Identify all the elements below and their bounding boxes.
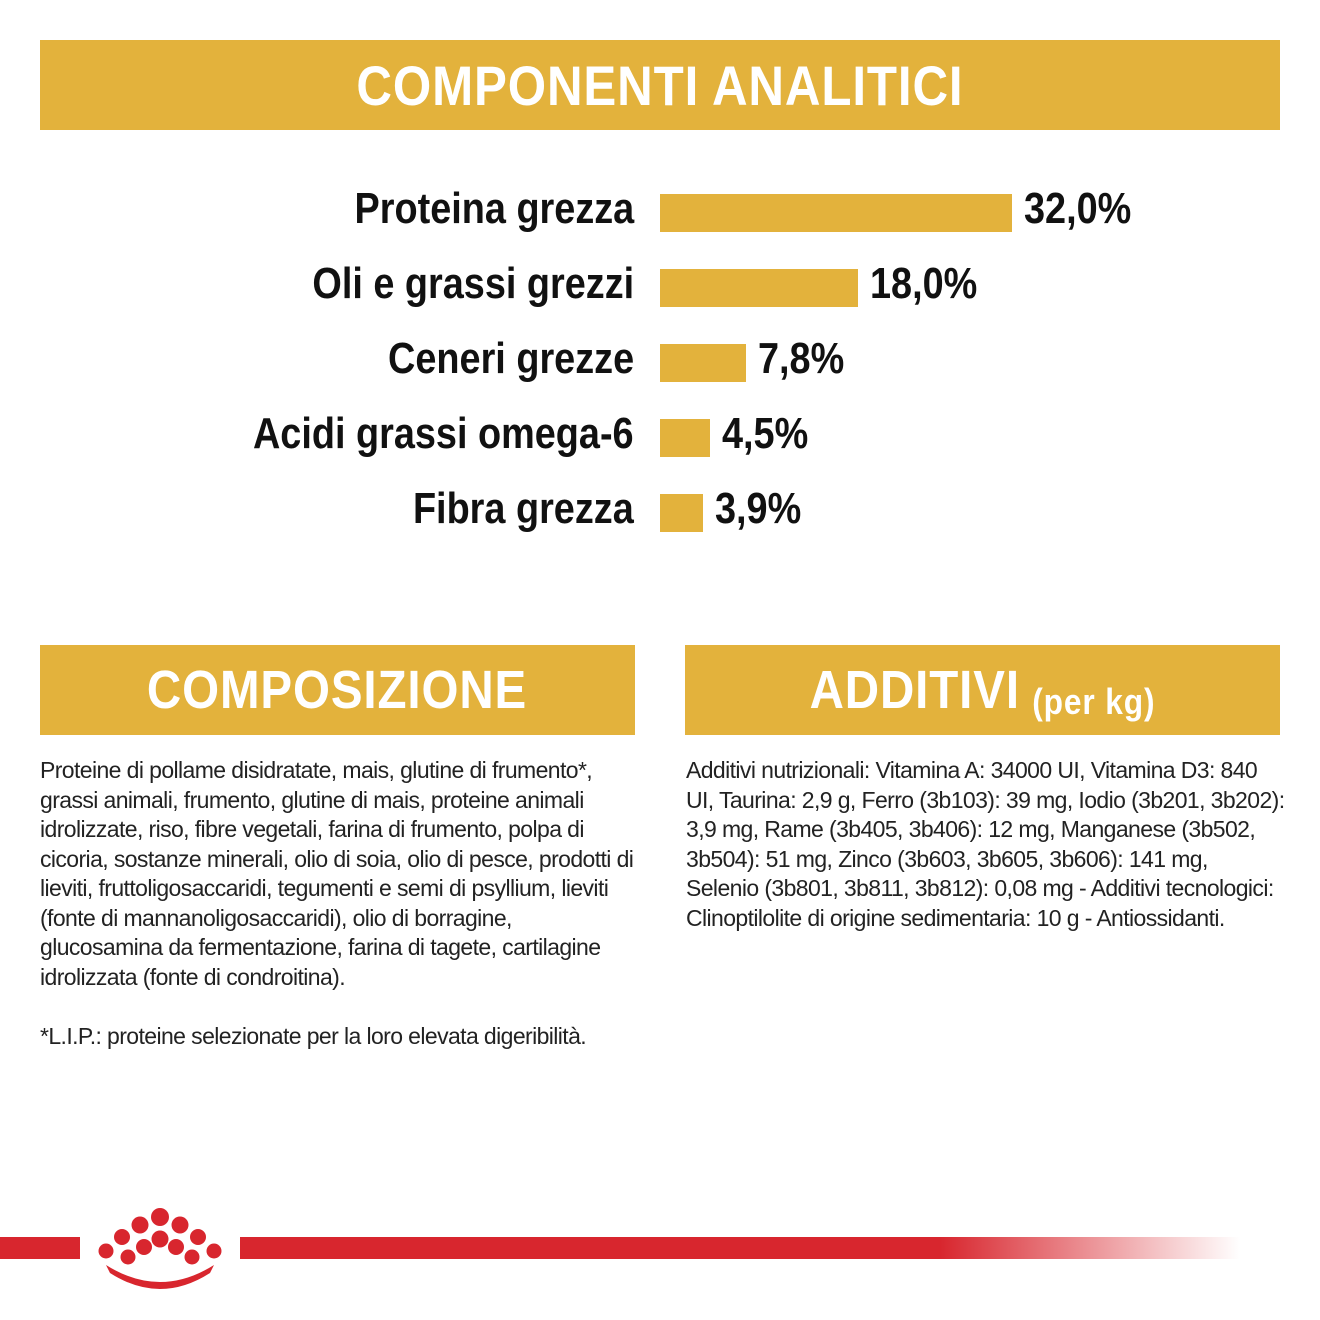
additivi-text: Additivi nutrizionali: Vitamina A: 34000 UI, Vitamina D3: 840 UI, Taurina: 2,9 g, Ferro (3b103): 39 mg, Iodio (3b201, 3b202): 3,9 mg, Rame (3b405, 3b406): 12 mg, Manganese (3b502, 3b504): 51 mg, Zinco (3b603, 3b605, 3b606): 141 mg, Selenio (3b801, 3b811, 3b812): 0,08 mg - Additivi tecnologici: Clinoptilolite di origine sedimentaria: 10 g - Antiossidanti. (686, 757, 1285, 931)
category-label: Fibra grezza (413, 484, 634, 533)
composizione-text: Proteine di pollame disidratate, mais, glutine di frumento*, grassi animali, frumento, glutine di mais, proteine animali idrolizzate, riso, fibre vegetali, farina di frumento, polpa di cicoria, sostanze minerali, olio di soia, olio di pesce, prodotti di lieviti, fruttoligosaccaridi, tegumenti e semi di psyllium, lieviti (fonte di mannanoligosaccaridi), olio di borragine, glucosamina da fermentazione, farina di tagete, cartilagine idrolizzata (fonte di condroitina). (40, 757, 634, 990)
footer-brand-strip (0, 1195, 1320, 1285)
bar (660, 419, 710, 457)
red-line-left (0, 1237, 80, 1259)
royal-canin-crown-icon (92, 1203, 228, 1291)
red-line-right (240, 1237, 1240, 1259)
header-additivi (685, 645, 1280, 735)
header-componenti-analitici (40, 40, 1280, 130)
header-additivi-main: ADDITIVI (809, 660, 1020, 720)
bar (660, 494, 703, 532)
bar (660, 269, 858, 307)
header-additivi-sub: (per kg) (1032, 681, 1156, 722)
analytical-components-chart (0, 170, 1320, 560)
category-label: Ceneri grezze (387, 334, 634, 383)
value-label: 4,5% (721, 409, 808, 458)
header-componenti-analitici-text: COMPONENTI ANALITICI (356, 53, 964, 117)
lip-footnote: *L.I.P.: proteine selezionate per la loro elevata digeribilità. (40, 1023, 587, 1049)
value-label: 18,0% (870, 259, 978, 308)
value-label: 32,0% (1024, 184, 1132, 233)
header-composizione-text: COMPOSIZIONE (147, 660, 528, 720)
value-label: 7,8% (757, 334, 845, 383)
header-composizione (40, 645, 635, 735)
value-label: 3,9% (714, 484, 802, 533)
bar (660, 194, 1012, 232)
category-label: Acidi grassi omega-6 (253, 409, 634, 458)
header-additivi-text (810, 659, 1156, 721)
category-label: Proteina grezza (354, 184, 634, 233)
category-label: Oli e grassi grezzi (312, 259, 634, 308)
bar (660, 344, 746, 382)
